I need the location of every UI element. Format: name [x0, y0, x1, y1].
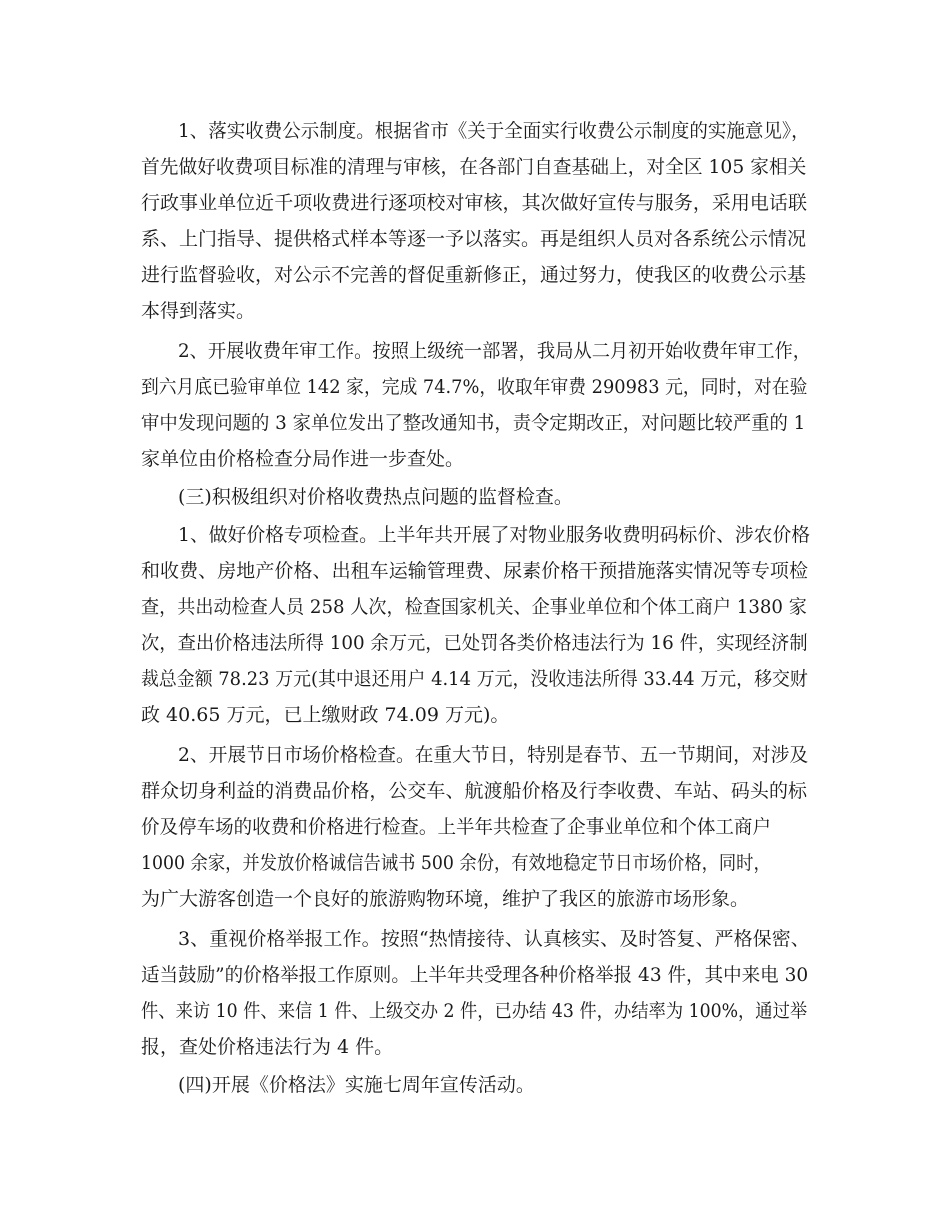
paragraph-line: 查，共出动检查人员 258 人次，检查国家机关、企事业单位和个体工商户 1380 家 [141, 596, 807, 618]
paragraph-line: 到六月底已验审单位 142 家，完成 74.7%，收取年审费 290983 元，同时，对在验 [141, 376, 808, 398]
paragraph-line: 1000 余家，并发放价格诚信告诫书 500 余份，有效地稳定节日市场价格，同时， [141, 852, 771, 874]
paragraph-line: 2、开展节日市场价格检查。在重大节日，特别是春节、五一节期间，对涉及 [178, 744, 809, 766]
paragraph-line: 价及停车场的收费和价格进行检查。上半年共检查了企事业单位和个体工商户 [141, 816, 771, 838]
paragraph-line: 进行监督验收，对公示不完善的督促重新修正，通过努力，使我区的收费公示基 [141, 264, 807, 286]
paragraph-line: 首先做好收费项目标准的清理与审核，在各部门自查基础上，对全区 105 家相关 [141, 156, 807, 178]
paragraph-line: 系、上门指导、提供格式样本等逐一予以落实。再是组织人员对各系统公示情况 [141, 228, 807, 250]
paragraph-line: 1、做好价格专项检查。上半年共开展了对物业服务收费明码标价、涉农价格 [178, 524, 811, 546]
paragraph-line: 群众切身利益的消费品价格，公交车、航渡船价格及行李收费、车站、码头的标 [141, 780, 808, 802]
paragraph-line: 政 40.65 万元，已上缴财政 74.09 万元)。 [141, 704, 510, 726]
paragraph-line: 2、开展收费年审工作。按照上级统一部署，我局从二月初开始收费年审工作， [178, 340, 812, 362]
section-heading: (四)开展《价格法》实施七周年宣传活动。 [178, 1074, 535, 1096]
paragraph-line: 审中发现问题的 3 家单位发出了整改通知书，责令定期改正，对问题比较严重的 1 [141, 412, 806, 434]
paragraph-line: 件、来访 10 件、来信 1 件、上级交办 2 件，已办结 43 件，办结率为 100%，通过举 [141, 1000, 808, 1022]
paragraph-line: 本得到落实。 [141, 300, 256, 322]
paragraph-line: 3、重视价格举报工作。按照“热情接待、认真核实、及时答复、严格保密、 [178, 928, 810, 950]
paragraph-line: 为广大游客创造一个良好的旅游购物环境，维护了我区的旅游市场形象。 [141, 888, 750, 910]
paragraph-line: 行政事业单位近千项收费进行逐项校对审核，其次做好宣传与服务，采用电话联 [141, 192, 808, 214]
paragraph-line: 和收费、房地产价格、出租车运输管理费、尿素价格干预措施落实情况等专项检 [141, 560, 808, 582]
paragraph-line: 适当鼓励”的价格举报工作原则。上半年共受理各种价格举报 43 件，其中来电 30 [141, 964, 809, 986]
paragraph-line: 报，查处价格违法行为 4 件。 [141, 1036, 394, 1058]
paragraph-line: 家单位由价格检查分局作进一步查处。 [141, 448, 465, 470]
paragraph-line: 裁总金额 78.23 万元(其中退还用户 4.14 万元，没收违法所得 33.44 万元，移交财 [141, 668, 808, 690]
paragraph-line: 次，查出价格违法所得 100 余万元，已处罚各类价格违法行为 16 件，实现经济制 [141, 632, 808, 654]
section-heading: (三)积极组织对价格收费热点问题的监督检查。 [178, 486, 573, 508]
paragraph-line: 1、落实收费公示制度。根据省市《关于全面实行收费公示制度的实施意见》， [178, 120, 810, 142]
